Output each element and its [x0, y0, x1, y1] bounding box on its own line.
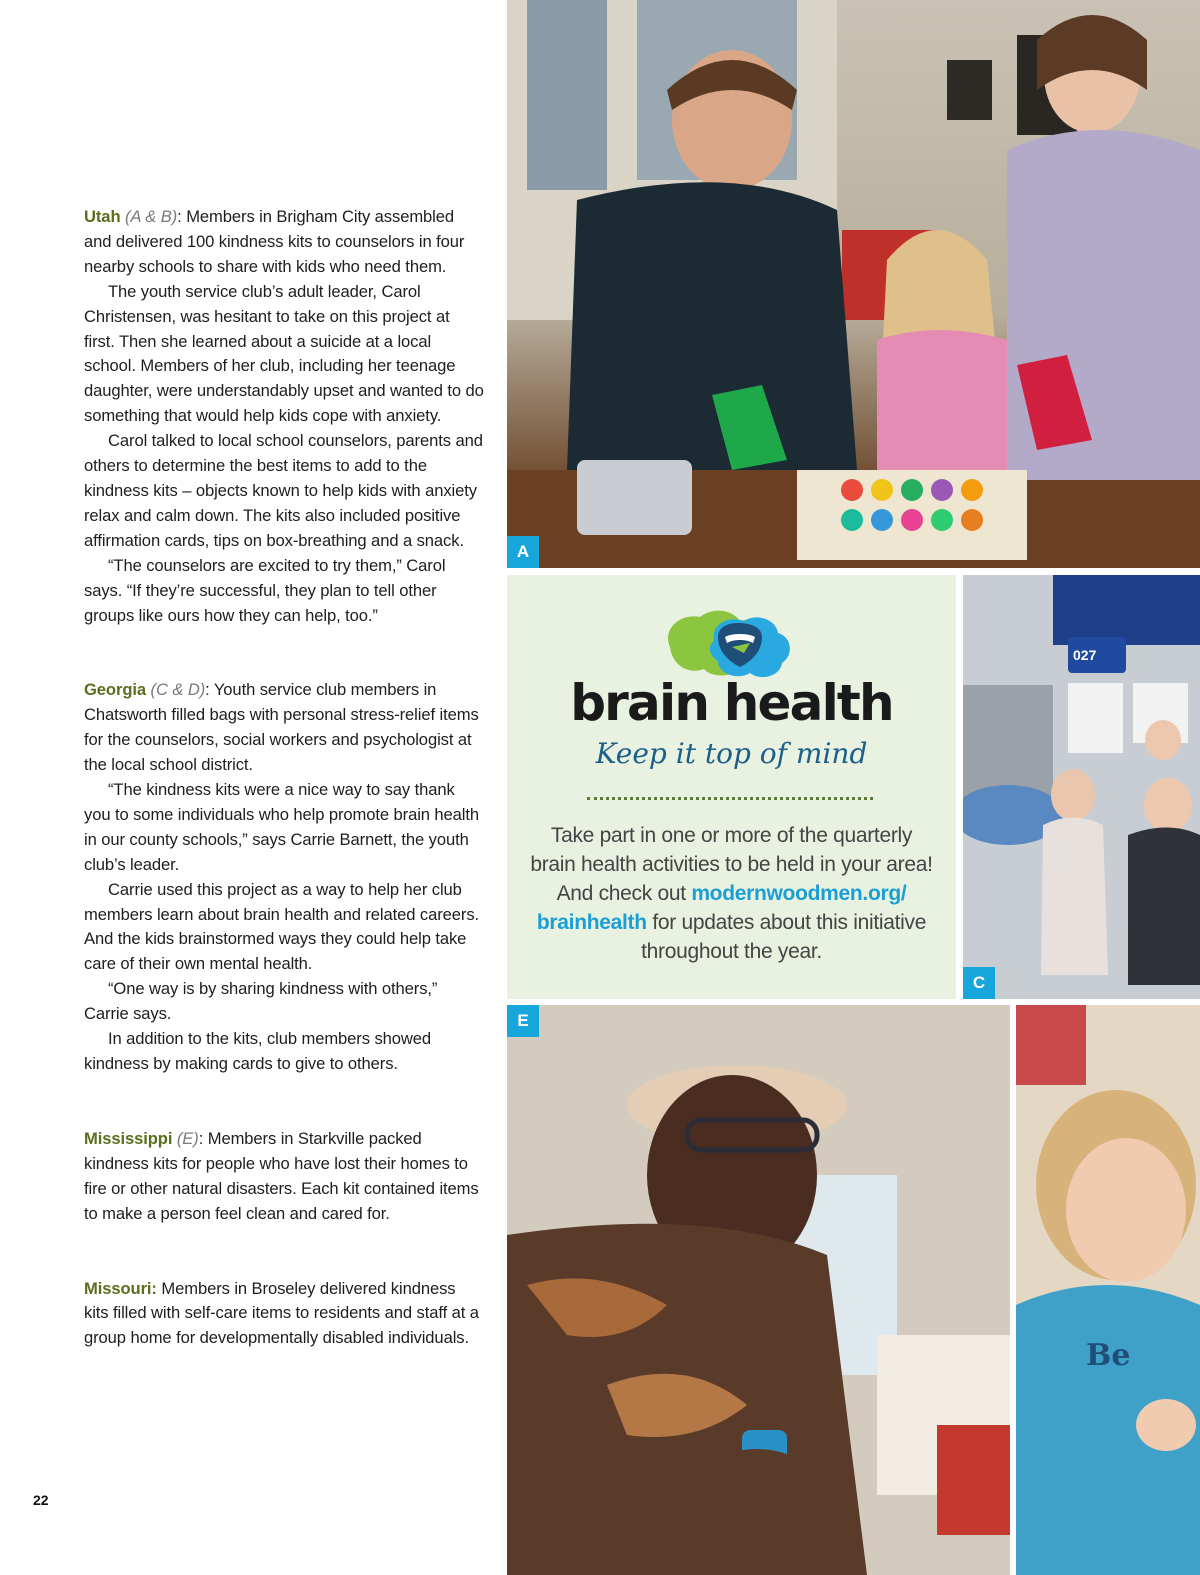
utah-paragraph: The youth service club’s adult leader, Carol Christensen, was hesitant to take on this project at first. Then she learned about a suicide at a local school. Members of her club, including her teenage daughter, were understandably upset and wanted to do something that would help kids cope with anxiety. [84, 281, 484, 426]
mississippi-lead-text: : Members in Starkville packed kindness kits for people who have lost their homes to fire or other natural disasters. Each kit contained items to make a person feel clean and cared for. [84, 1128, 479, 1223]
page-number: 22 [33, 1492, 49, 1508]
dotted-divider [587, 797, 873, 800]
promo-title: brain health [570, 674, 893, 732]
section-missouri [84, 1277, 484, 1352]
svg-text:Be: Be [1086, 1338, 1131, 1373]
georgia-paragraph: “The kindness kits were a nice way to say thank you to some individuals who help promote brain health in our county schools,” says Carrie Barnett, the youth club’s leader. [84, 780, 480, 874]
photo-label-c: C [963, 967, 995, 999]
brain-logo-icon [662, 607, 797, 682]
photo-e [507, 1005, 1010, 1575]
utah-paragraph: Carol talked to local school counselors, parents and others to determine the best items to add to the kindness kits – objects known to help kids with anxiety relax and calm down. The kits also included positive affirmation cards, tips on box-breathing and a snack. [84, 431, 483, 550]
photo-a [507, 0, 1200, 568]
photo-label-e: E [507, 1005, 539, 1037]
photo-e-illustration [507, 1005, 1010, 1575]
photo-d-illustration [1016, 1005, 1200, 1575]
missouri-lead-text: Members in Broseley delivered kindness kits filled with self-care items to residents and staff at a group home for developmentally disabled individuals. [84, 1278, 479, 1348]
utah-paragraph: “The counselors are excited to try them,” Carol says. “If they’re successful, they plan to tell other groups like ours how they can help, too.” [84, 555, 446, 625]
photo-label-a: A [507, 536, 539, 568]
georgia-paragraph: In addition to the kits, club members showed kindness by making cards to give to others. [84, 1029, 432, 1073]
utah-lead-paragraph [84, 205, 484, 280]
georgia-paragraph: Carrie used this project as a way to help her club members learn about brain health and related careers. And the kids brainstormed ways they could help take care of their own mental health. [84, 879, 480, 974]
state-heading-missouri: Missouri: [84, 1278, 157, 1298]
state-heading-mississippi: Mississippi [84, 1128, 173, 1148]
promo-body-text: for updates about this initiative throughout the year. [641, 911, 927, 963]
section-georgia [84, 678, 484, 1077]
missouri-lead-paragraph [84, 1277, 484, 1352]
section-gap [84, 1227, 484, 1277]
georgia-lead-paragraph [84, 678, 484, 778]
section-mississippi [84, 1127, 484, 1227]
state-heading-georgia: Georgia [84, 680, 147, 700]
photo-refs-utah: (A & B) [125, 207, 178, 226]
photo-refs-georgia: (C & D) [150, 680, 206, 700]
article-column [84, 205, 484, 1351]
section-gap [84, 628, 484, 678]
svg-text:027: 027 [1073, 647, 1097, 663]
state-heading-utah: Utah [84, 207, 121, 226]
promo-tagline: Keep it top of mind [595, 737, 868, 770]
section-gap [84, 1077, 484, 1127]
utah-lead-text: : Members in Brigham City assembled and delivered 100 kindness kits to counselors in four nearby schools to share with kids who need them. [84, 207, 465, 276]
mississippi-lead-paragraph [84, 1127, 484, 1227]
photo-a-illustration [507, 0, 1200, 568]
brain-health-promo [507, 575, 956, 999]
brainhealth-link[interactable]: modernwoodmen.org/ brainhealth [536, 882, 907, 934]
photo-c-illustration [963, 575, 1200, 999]
promo-body [527, 821, 936, 966]
promo-body-text: Take part in one or more of the quarterly brain health activities to be held in your area! And check out [530, 824, 933, 905]
photo-refs-mississippi: (E) [176, 1128, 199, 1148]
photo-d [1016, 1005, 1200, 1575]
photo-c [963, 575, 1200, 999]
georgia-paragraph: “One way is by sharing kindness with others,” Carrie says. [84, 979, 438, 1024]
georgia-lead-text: : Youth service club members in Chatsworth filled bags with personal stress-relief items for the counselors, social workers and psychologist at the local school district. [84, 680, 479, 775]
section-utah [84, 205, 484, 628]
